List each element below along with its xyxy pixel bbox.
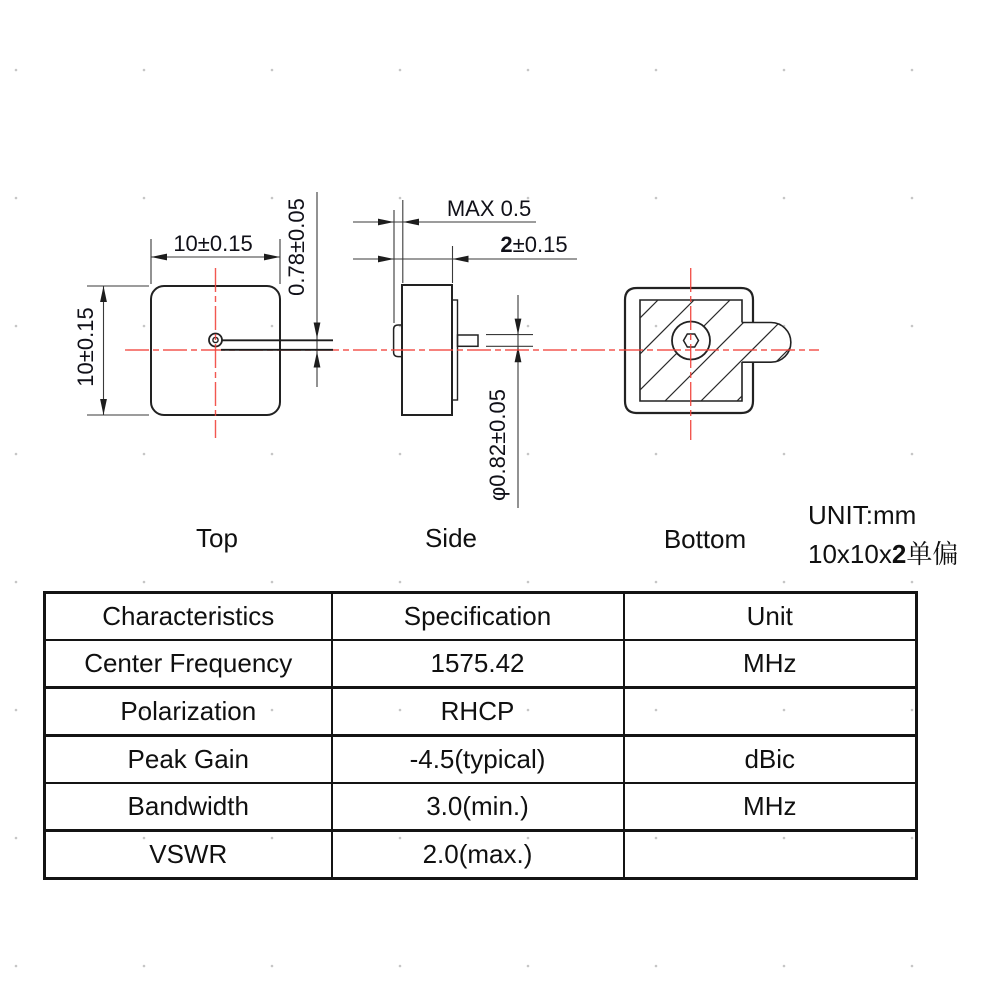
top-view-label: Top [196,523,238,553]
header-unit: Unit [624,593,917,641]
table-row-polarization [45,688,917,736]
cell-unit [624,688,917,736]
cell-unit: dBic [624,736,917,784]
part-size-label: 10x10x2单偏 [808,539,959,569]
cell-characteristic: Polarization [45,688,332,736]
table-row-vswr [45,831,917,879]
spec-table-header-row [45,593,917,641]
dim-solder-max-label: MAX 0.5 [446,196,532,221]
side-view-label: Side [424,523,478,553]
dim-pin-diameter-top-label: 0.78±0.05 [284,198,309,296]
cell-unit: MHz [624,783,917,831]
cell-characteristic: Center Frequency [45,640,332,688]
cell-specification: 1575.42 [332,640,624,688]
dim-pin-diameter-side-label: φ0.82±0.05 [485,389,510,501]
table-row-center-frequency [45,640,917,688]
header-characteristics: Characteristics [45,593,332,641]
cell-specification: RHCP [332,688,624,736]
dim-top-width-label: 10±0.15 [173,231,253,256]
dim-top-height-label: 10±0.15 [73,307,98,387]
cell-specification: -4.5(typical) [332,736,624,784]
cell-unit [624,831,917,879]
unit-label: UNIT:mm [808,500,917,530]
cell-characteristic: VSWR [45,831,332,879]
dim-thickness-label: 2±0.15 [500,232,568,257]
cell-characteristic: Peak Gain [45,736,332,784]
bottom-view-label: Bottom [663,524,747,554]
cell-unit: MHz [624,640,917,688]
header-specification: Specification [332,593,624,641]
cell-specification: 2.0(max.) [332,831,624,879]
cell-characteristic: Bandwidth [45,783,332,831]
table-row-bandwidth [45,783,917,831]
spec-table [43,591,918,880]
table-row-peak-gain [45,736,917,784]
cell-specification: 3.0(min.) [332,783,624,831]
